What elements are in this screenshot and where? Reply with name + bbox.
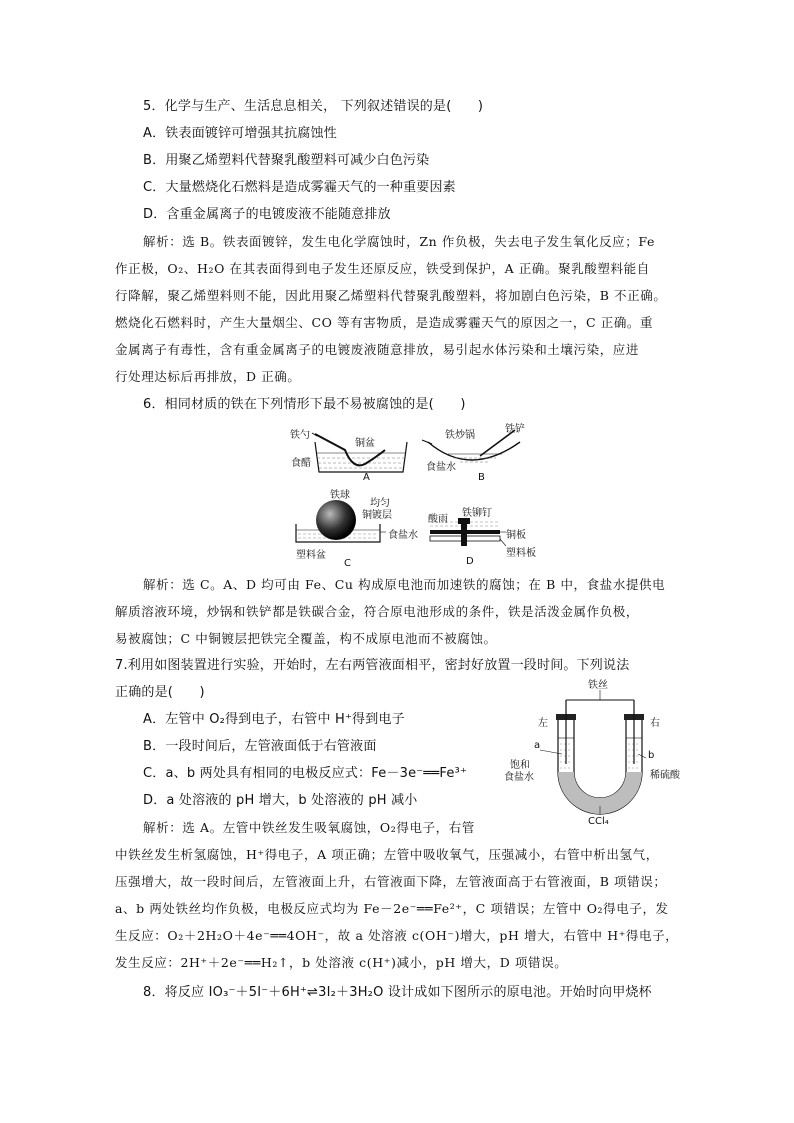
label-iron-shovel: 铁铲	[505, 424, 525, 435]
q8-stem: 8．将反应 IO₃⁻＋5I⁻＋6H⁺⇌3I₂＋3H₂O 设计成如下图所示的原电池。开始时向甲烧杯	[143, 985, 652, 1000]
label-even: 均匀	[370, 498, 390, 509]
q6-analysis-line: 解析：选 C。A、D 均可由 Fe、Cu 构成原电池而加速铁的腐蚀；在 B 中，食盐水提供电	[143, 577, 666, 592]
q6-stem: 6．相同材质的铁在下列情形下最不易被腐蚀的是( )	[143, 397, 466, 412]
label-acid-rain: 酸雨	[428, 514, 448, 525]
q5-option-a: A．铁表面镀锌可增强其抗腐蚀性	[143, 126, 337, 141]
label-iron-wire: 铁丝	[588, 680, 608, 691]
q7-stem-line1: 7.利用如图装置进行实验，开始时，左右两管液面相平，密封好放置一段时间。下列说法	[115, 658, 630, 673]
q5-option-d: D．含重金属离子的电镀废液不能随意排放	[143, 207, 391, 222]
label-vinegar: 食醋	[291, 458, 311, 469]
q5-analysis-line: 燃烧化石燃料时，产生大量烟尘、CO 等有害物质，是造成雾霾天气的原因之一，C 正确。重	[115, 315, 654, 330]
q7-analysis-line: 压强增大，故一段时间后，左管液面上升，右管液面下降，左管液面高于右管液面，B 项错误；	[115, 874, 667, 889]
q6-figure-c	[292, 486, 422, 570]
q6-figure-b	[420, 420, 540, 482]
figure-label-d: D	[466, 556, 474, 567]
q7-option-b: B．一段时间后，左管液面低于右管液面	[143, 739, 377, 754]
label-left: 左	[538, 718, 548, 729]
label-b: b	[648, 750, 655, 761]
q6-figure-a	[285, 420, 415, 482]
q5-stem: 5．化学与生产、生活息息相关， 下列叙述错误的是( )	[143, 99, 484, 114]
q7-analysis-line: a、b 两处铁丝均作负极，电极反应式均为 Fe－2e⁻══Fe²⁺，C 项错误；左管中 O₂得电子，发	[115, 901, 669, 916]
label-a: a	[534, 740, 541, 751]
q7-option-c: C．a、b 两处具有相同的电极反应式：Fe－3e⁻══Fe³⁺	[143, 766, 468, 781]
figure-label-c: C	[344, 558, 351, 569]
q6-analysis-line: 解质溶液环境，炒锅和铁铲都是铁碳合金，符合原电池形成的条件，铁是活泼金属作负极，	[115, 604, 640, 619]
q5-analysis-line: 金属离子有毒性，含有重金属离子的电镀废液随意排放，易引起水体污染和土壤污染，应进	[115, 342, 640, 357]
label-iron-rivet: 铁铆钉	[462, 508, 492, 519]
q7-analysis-line: 解析：选 A。左管中铁丝发生吸氧腐蚀，O₂得电子，右管	[143, 820, 475, 835]
q6-analysis-line: 易被腐蚀；C 中铜镀层把铁完全覆盖，构不成原电池而不被腐蚀。	[115, 631, 497, 646]
q7-analysis-line: 生反应：O₂＋2H₂O＋4e⁻══4OH⁻，故 a 处溶液 c(OH⁻)增大，pH 增大，右管中 H⁺得电子，	[115, 928, 679, 943]
q7-option-d: D．a 处溶液的 pH 增大，b 处溶液的 pH 减小	[143, 793, 418, 808]
label-iron-ball: 铁球	[330, 490, 350, 501]
q5-option-c: C．大量燃烧化石燃料是造成雾霾天气的一种重要因素	[143, 180, 456, 195]
q7-analysis-line: 发生反应：2H⁺＋2e⁻══H₂↑，b 处溶液 c(H⁺)减小，pH 增大，D 项错误。	[115, 955, 568, 970]
label-iron-wok: 铁炒锅	[445, 430, 475, 441]
q7-u-tube-figure	[500, 676, 680, 832]
q7-option-a: A．左管中 O₂得到电子，右管中 H⁺得到电子	[143, 712, 405, 727]
q7-stem-line2: 正确的是( )	[115, 685, 205, 700]
q5-analysis-line: 行降解，聚乙烯塑料则不能，因此用聚乙烯塑料代替聚乳酸塑料，将加剧白色污染，B 不正确。	[115, 288, 667, 303]
label-saturated: 饱和	[510, 760, 530, 771]
q7-analysis-line: 中铁丝发生析氢腐蚀，H⁺得电子，A 项正确；左管中吸收氧气，压强减小，右管中析出氢气，	[115, 847, 659, 862]
q5-option-b: B．用聚乙烯塑料代替聚乳酸塑料可减少白色污染	[143, 153, 430, 168]
label-copper-pot: 铜盆	[355, 438, 375, 449]
q5-analysis-line: 行处理达标后再排放，D 正确。	[115, 369, 301, 384]
q5-analysis-line: 解析：选 B。铁表面镀锌，发生电化学腐蚀时，Zn 作负极，失去电子发生氧化反应；Fe	[143, 234, 655, 249]
label-iron-spoon: 铁勺	[290, 430, 310, 441]
label-plastic-basin: 塑料盆	[296, 550, 326, 561]
label-copper-plate: 铜板	[506, 530, 526, 541]
label-copper-layer: 铜镀层	[362, 510, 392, 521]
figure-label-b: B	[478, 472, 485, 483]
figure-label-a: A	[363, 472, 370, 483]
q5-analysis-line: 作正极，O₂、H₂O 在其表面得到电子发生还原反应，铁受到保护，A 正确。聚乳酸塑料能自	[115, 261, 650, 276]
label-right: 右	[650, 718, 660, 729]
label-salt-water-7: 食盐水	[504, 772, 534, 783]
label-ccl4: CCl₄	[588, 816, 609, 827]
label-salt-water-c: 食盐水	[388, 530, 418, 541]
label-dilute-sulfuric-acid: 稀硫酸	[650, 770, 680, 781]
label-plastic-plate: 塑料板	[506, 548, 536, 559]
q6-figure-d	[426, 496, 546, 570]
label-salt-water: 食盐水	[426, 462, 456, 473]
